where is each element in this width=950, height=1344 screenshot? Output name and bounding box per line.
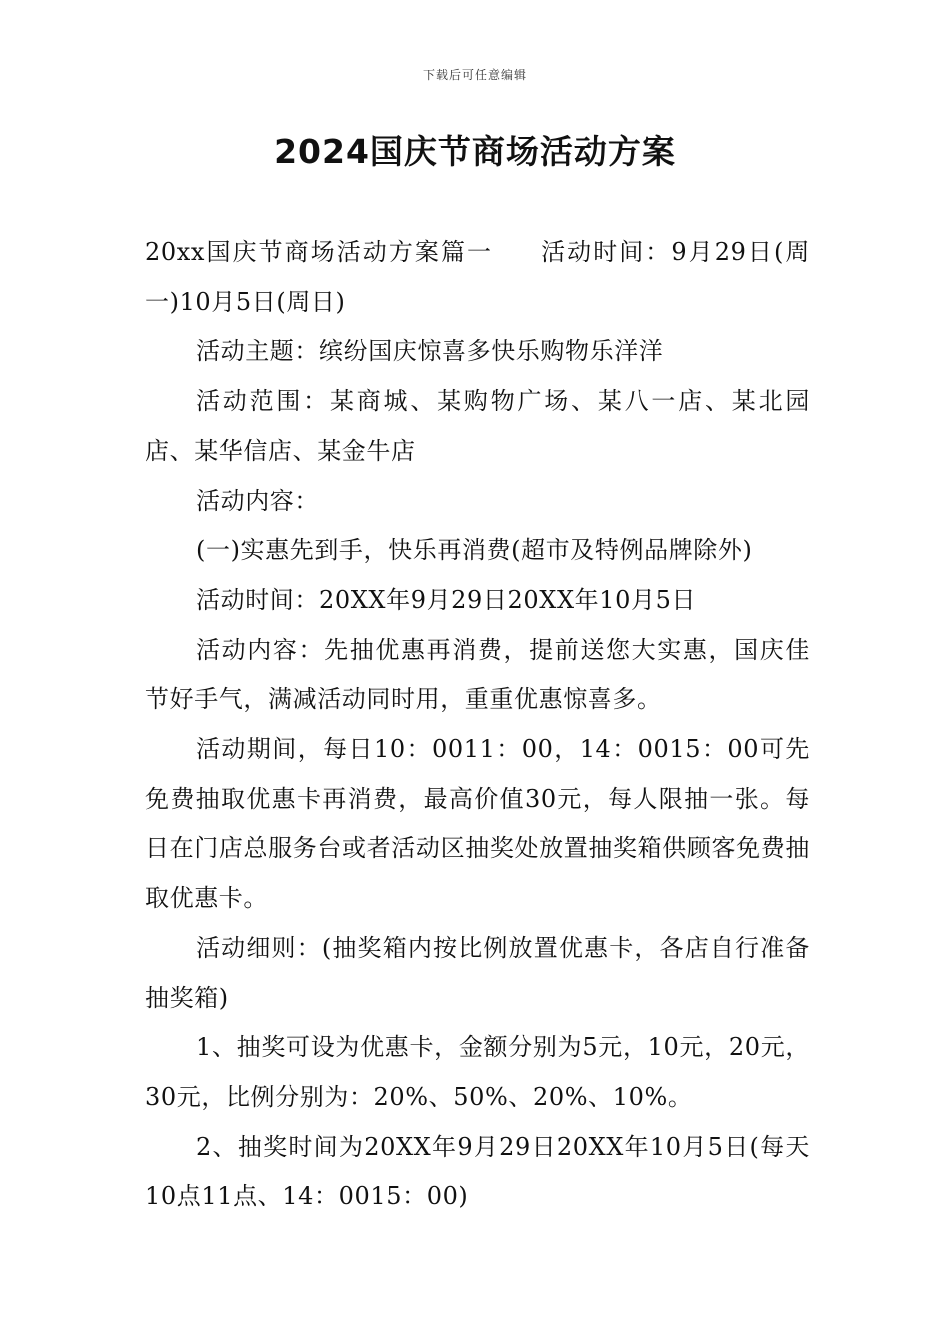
document-title: 2024国庆节商场活动方案 xyxy=(274,132,676,171)
paragraph-section-content: 活动内容：先抽优惠再消费，提前送您大实惠，国庆佳节好手气，满减活动同时用，重重优惠惊喜多。 xyxy=(145,635,810,714)
intro-lead: 20xx国庆节商场活动方案篇一 xyxy=(145,238,494,266)
paragraph-section-time: 活动时间：20XX年9月29日20XX年10月5日 xyxy=(196,585,697,614)
paragraph-rule-2: 2、抽奖时间为20XX年9月29日20XX年10月5日(每天10点11点、14：0015：00) xyxy=(145,1132,810,1211)
paragraph-activity-period: 活动期间，每日10：0011：00，14：0015：00可先免费抽取优惠卡再消费，最高价值30元，每人限抽一张。每日在门店总服务台或者活动区抽奖处放置抽奖箱供顾客免费抽取优惠卡。 xyxy=(145,735,810,913)
document-body xyxy=(145,228,810,1222)
paragraph-theme: 活动主题：缤纷国庆惊喜多快乐购物乐洋洋 xyxy=(196,337,664,366)
paragraph-rule-1: 1、抽奖可设为优惠卡，金额分别为5元，10元，20元，30元，比例分别为：20%、50%、20%、10%。 xyxy=(145,1033,810,1111)
paragraph-rules: 活动细则：(抽奖箱内按比例放置优惠卡，各店自行准备抽奖箱) xyxy=(145,933,810,1012)
intro-time: 活动时间：9月29日(周一)10月5日(周日) xyxy=(145,238,811,316)
paragraph-section-one: (一)实惠先到手，快乐再消费(超市及特例品牌除外) xyxy=(196,536,753,565)
paragraph-scope: 活动范围：某商城、某购物广场、某八一店、某北园店、某华信店、某金牛店 xyxy=(145,387,810,465)
header-note: 下载后可任意编辑 xyxy=(422,68,527,82)
paragraph-content-heading: 活动内容： xyxy=(196,486,319,515)
intro-paragraph xyxy=(145,228,810,327)
